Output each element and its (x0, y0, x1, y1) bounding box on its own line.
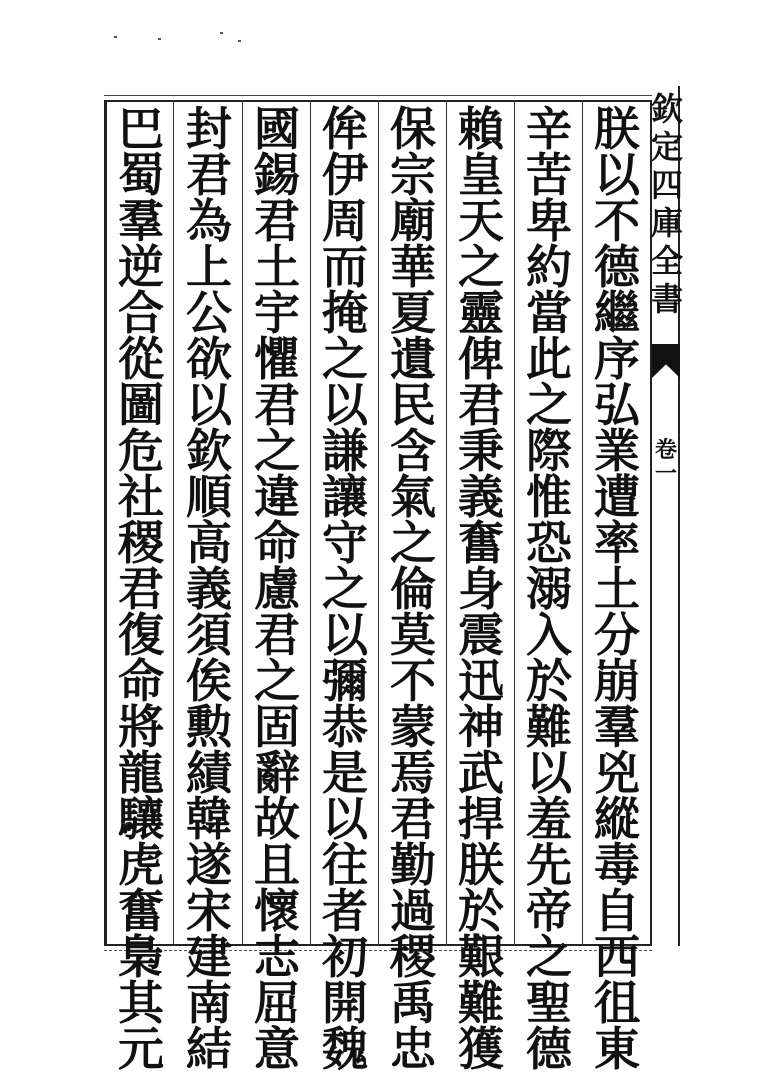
text-char: 俟 (186, 654, 232, 708)
column-rule (582, 100, 583, 946)
text-char: 之 (254, 654, 300, 708)
volume-char: 一 (654, 461, 677, 487)
text-char: 朕 (594, 102, 640, 156)
text-char: 績 (186, 746, 232, 800)
column-rule (310, 100, 311, 946)
text-char: 卑 (526, 194, 572, 248)
text-char: 震 (458, 608, 504, 662)
text-char: 伊 (322, 148, 368, 202)
volume-char: 卷 (654, 437, 677, 463)
text-char: 帝 (526, 884, 572, 938)
text-char: 難 (458, 976, 504, 1030)
text-char: 巴 (118, 102, 164, 156)
text-char: 捍 (458, 792, 504, 846)
text-char: 上 (186, 240, 232, 294)
text-char: 高 (186, 516, 232, 570)
text-char: 武 (458, 746, 504, 800)
text-char: 於 (526, 654, 572, 708)
text-char: 神 (458, 700, 504, 754)
text-char: 稷 (118, 516, 164, 570)
text-char: 以 (322, 378, 368, 432)
text-char: 往 (322, 838, 368, 892)
text-char: 公 (186, 286, 232, 340)
column-rule (173, 100, 174, 946)
text-char: 封 (186, 102, 232, 156)
text-char: 華 (390, 240, 436, 294)
text-char: 而 (322, 240, 368, 294)
text-char: 以 (322, 792, 368, 846)
column-rule (242, 100, 243, 946)
text-char: 際 (526, 424, 572, 478)
text-char: 順 (186, 470, 232, 524)
text-char: 宋 (186, 884, 232, 938)
text-char: 序 (594, 332, 640, 386)
text-char: 慮 (254, 562, 300, 616)
text-column-6 (247, 102, 307, 1076)
text-char: 靈 (458, 286, 504, 340)
text-char: 義 (458, 470, 504, 524)
text-char: 君 (118, 562, 164, 616)
text-char: 西 (594, 930, 640, 984)
text-char: 宇 (254, 286, 300, 340)
text-char: 龍 (118, 746, 164, 800)
text-char: 君 (390, 792, 436, 846)
text-char: 當 (526, 286, 572, 340)
text-char: 謙 (322, 424, 368, 478)
text-char: 之 (526, 378, 572, 432)
text-char: 懼 (254, 332, 300, 386)
column-rule (446, 100, 447, 946)
text-char: 之 (458, 240, 504, 294)
text-char: 德 (526, 1022, 572, 1076)
text-char: 蒙 (390, 700, 436, 754)
text-char: 羣 (118, 194, 164, 248)
text-char: 勲 (186, 700, 232, 754)
text-char: 羞 (526, 792, 572, 846)
title-char: 定 (650, 128, 683, 166)
text-char: 辛 (526, 102, 572, 156)
title-char: 全 (650, 242, 683, 280)
text-char: 恭 (322, 700, 368, 754)
text-char: 守 (322, 516, 368, 570)
text-char: 德 (594, 240, 640, 294)
text-char: 羣 (594, 700, 640, 754)
text-char: 命 (118, 654, 164, 708)
scan-specks (100, 28, 300, 48)
text-column-8 (111, 102, 171, 1076)
text-char: 初 (322, 930, 368, 984)
text-char: 君 (254, 378, 300, 432)
text-char: 為 (186, 194, 232, 248)
text-char: 命 (254, 516, 300, 570)
text-char: 彌 (322, 654, 368, 708)
text-char: 欽 (186, 424, 232, 478)
text-char: 皇 (458, 148, 504, 202)
text-char: 夏 (390, 286, 436, 340)
text-column-7 (179, 102, 239, 1076)
text-char: 身 (458, 562, 504, 616)
text-char: 辭 (254, 746, 300, 800)
text-char: 屈 (254, 976, 300, 1030)
text-column-3 (451, 102, 511, 1076)
book-title (650, 90, 684, 318)
text-char: 義 (186, 562, 232, 616)
text-char: 將 (118, 700, 164, 754)
text-char: 溺 (526, 562, 572, 616)
text-char: 俾 (458, 332, 504, 386)
text-char: 周 (322, 194, 368, 248)
text-char: 民 (390, 378, 436, 432)
text-char: 宗 (390, 148, 436, 202)
text-char: 錫 (254, 148, 300, 202)
fish-tail-mark (652, 344, 680, 378)
text-char: 之 (526, 930, 572, 984)
text-char: 魏 (322, 1022, 368, 1076)
text-char: 苦 (526, 148, 572, 202)
text-char: 縱 (594, 792, 640, 846)
title-char: 書 (650, 280, 683, 318)
frame-top-line (104, 95, 652, 96)
text-char: 君 (254, 194, 300, 248)
text-char: 秉 (458, 424, 504, 478)
text-column-2 (519, 102, 579, 1076)
text-char: 故 (254, 792, 300, 846)
text-char: 忠 (390, 1022, 436, 1076)
text-char: 氣 (390, 470, 436, 524)
text-char: 莫 (390, 608, 436, 662)
text-char: 恐 (526, 516, 572, 570)
text-char: 率 (594, 516, 640, 570)
text-char: 且 (254, 838, 300, 892)
text-char: 合 (118, 286, 164, 340)
text-char: 以 (186, 378, 232, 432)
text-char: 崩 (594, 654, 640, 708)
column-rule (378, 100, 379, 946)
text-char: 讓 (322, 470, 368, 524)
text-char: 禹 (390, 976, 436, 1030)
text-char: 於 (458, 884, 504, 938)
text-char: 君 (186, 148, 232, 202)
text-column-5 (315, 102, 375, 1076)
text-char: 以 (594, 148, 640, 202)
text-char: 危 (118, 424, 164, 478)
text-char: 侔 (322, 102, 368, 156)
text-char: 自 (594, 884, 640, 938)
text-char: 土 (594, 562, 640, 616)
text-char: 梟 (118, 930, 164, 984)
title-char: 庫 (650, 204, 683, 242)
text-char: 弘 (594, 378, 640, 432)
text-char: 韓 (186, 792, 232, 846)
text-char: 聖 (526, 976, 572, 1030)
text-char: 建 (186, 930, 232, 984)
text-char: 之 (254, 424, 300, 478)
text-char: 志 (254, 930, 300, 984)
text-char: 須 (186, 608, 232, 662)
text-char: 者 (322, 884, 368, 938)
column-rule (514, 100, 515, 946)
text-char: 開 (322, 976, 368, 1030)
text-char: 天 (458, 194, 504, 248)
text-char: 朕 (458, 838, 504, 892)
text-char: 君 (254, 608, 300, 662)
text-char: 驤 (118, 792, 164, 846)
text-char: 圖 (118, 378, 164, 432)
text-char: 勤 (390, 838, 436, 892)
text-char: 獲 (458, 1022, 504, 1076)
text-char: 不 (594, 194, 640, 248)
title-char: 欽 (650, 90, 683, 128)
text-char: 徂 (594, 976, 640, 1030)
text-char: 兇 (594, 746, 640, 800)
text-char: 以 (322, 608, 368, 662)
text-column-1 (587, 102, 647, 1076)
text-char: 遭 (594, 470, 640, 524)
text-char: 之 (322, 562, 368, 616)
text-char: 先 (526, 838, 572, 892)
text-char: 國 (254, 102, 300, 156)
text-char: 倫 (390, 562, 436, 616)
text-char: 焉 (390, 746, 436, 800)
text-char: 固 (254, 700, 300, 754)
text-char: 其 (118, 976, 164, 1030)
text-char: 廟 (390, 194, 436, 248)
text-char: 含 (390, 424, 436, 478)
text-char: 土 (254, 240, 300, 294)
text-char: 掩 (322, 286, 368, 340)
text-char: 南 (186, 976, 232, 1030)
volume-label (652, 438, 680, 486)
text-char: 之 (390, 516, 436, 570)
text-char: 過 (390, 884, 436, 938)
text-column-4 (383, 102, 443, 1076)
text-char: 保 (390, 102, 436, 156)
text-char: 分 (594, 608, 640, 662)
text-char: 違 (254, 470, 300, 524)
text-char: 業 (594, 424, 640, 478)
text-char: 賴 (458, 102, 504, 156)
text-char: 從 (118, 332, 164, 386)
text-char: 入 (526, 608, 572, 662)
text-char: 欲 (186, 332, 232, 386)
text-char: 繼 (594, 286, 640, 340)
text-char: 逆 (118, 240, 164, 294)
title-char: 四 (650, 166, 683, 204)
text-char: 遺 (390, 332, 436, 386)
text-char: 難 (526, 700, 572, 754)
text-char: 稷 (390, 930, 436, 984)
text-char: 復 (118, 608, 164, 662)
text-char: 艱 (458, 930, 504, 984)
text-char: 不 (390, 654, 436, 708)
text-char: 元 (118, 1022, 164, 1076)
text-char: 此 (526, 332, 572, 386)
text-char: 奮 (458, 516, 504, 570)
text-char: 惟 (526, 470, 572, 524)
text-char: 東 (594, 1022, 640, 1076)
text-char: 遂 (186, 838, 232, 892)
text-char: 是 (322, 746, 368, 800)
text-char: 迅 (458, 654, 504, 708)
text-char: 奮 (118, 884, 164, 938)
text-char: 意 (254, 1022, 300, 1076)
text-char: 毒 (594, 838, 640, 892)
text-char: 結 (186, 1022, 232, 1076)
text-char: 蜀 (118, 148, 164, 202)
text-char: 社 (118, 470, 164, 524)
text-char: 君 (458, 378, 504, 432)
text-char: 虎 (118, 838, 164, 892)
text-char: 約 (526, 240, 572, 294)
text-char: 之 (322, 332, 368, 386)
text-char: 以 (526, 746, 572, 800)
text-char: 懷 (254, 884, 300, 938)
